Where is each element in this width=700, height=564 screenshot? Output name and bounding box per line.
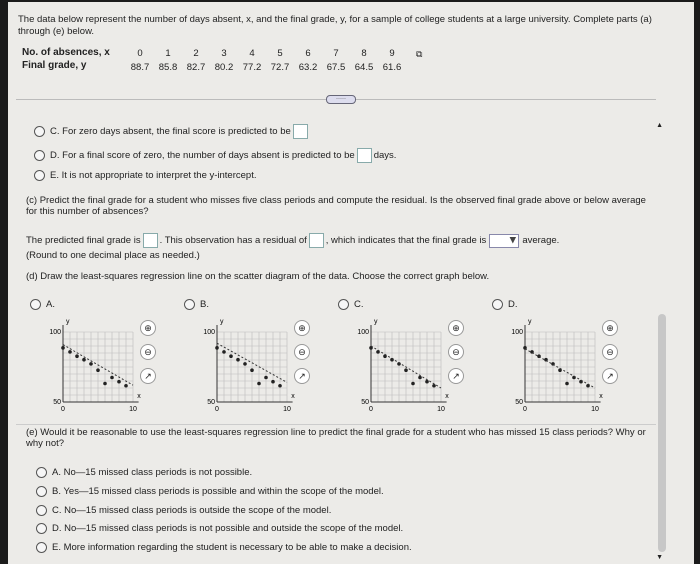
table-cell-x: 9 [389,48,395,59]
x-axis-label: x [137,392,141,400]
y-axis-label: y [66,318,70,326]
y-tick-label: 100 [203,329,215,336]
zoom-out-icon[interactable]: ⊖ [140,344,156,360]
above-below-dropdown[interactable] [489,234,519,248]
y-tick-label: 50 [53,399,61,406]
zoom-in-icon[interactable]: ⊕ [140,320,156,336]
data-point [264,376,268,380]
residual-box[interactable] [309,233,324,248]
y-tick-label: 50 [361,399,369,406]
radio-e[interactable] [34,170,45,181]
data-point [243,362,247,366]
table-y-label: Final grade, y [22,60,87,71]
graph-option-label: A. [46,299,55,310]
data-point [75,354,79,358]
y-tick-label: 50 [515,399,523,406]
table-x-label: No. of absences, x [22,47,110,58]
radio[interactable] [338,299,349,310]
popout-icon[interactable]: ↗ [602,368,618,384]
y-tick-label: 100 [511,329,523,336]
data-point [222,350,226,354]
option-d[interactable]: D. For a final score of zero, the number of days absent is predicted to be days. [34,148,396,163]
radio-c[interactable] [34,126,45,137]
table-cell-y: 72.7 [270,62,290,73]
x-tick-label: 10 [591,406,599,413]
radio[interactable] [492,299,503,310]
divider [16,424,656,425]
table-cell-y: 61.6 [382,62,402,73]
rounding-note: (Round to one decimal place as needed.) [26,250,200,261]
x-tick-label: 0 [523,406,527,413]
x-tick-label: 0 [61,406,65,413]
graph-option-label: C. [354,299,364,310]
table-y-row [126,62,406,73]
table-cell-x: 0 [137,48,143,59]
zoom-in-icon[interactable]: ⊕ [602,320,618,336]
x-tick-label: 10 [129,406,137,413]
table-cell-y: 67.5 [326,62,346,73]
radio[interactable] [36,467,47,478]
data-point [278,384,282,388]
e-option-b[interactable]: B. Yes—15 missed class periods is possible and within the scope of the model. [36,486,384,497]
table-cell-y: 63.2 [298,62,318,73]
popout-icon[interactable]: ↗ [140,368,156,384]
data-point [61,346,65,350]
data-point [257,382,261,386]
zoom-out-icon[interactable]: ⊖ [294,344,310,360]
predicted-grade-box[interactable] [143,233,158,248]
y-axis-label: y [220,318,224,326]
table-cell-x: 7 [333,48,339,59]
intro-text: The data below represent the number of days absent, x, and the final grade, y, for a sample of college students at a large university. Complete parts (a) through (e) below. [18,14,652,37]
option-e[interactable]: E. It is not appropriate to interpret the y-intercept. [34,170,256,181]
graph-option-b[interactable] [184,299,209,310]
table-cell-y: 80.2 [214,62,234,73]
part-e-question: (e) Would it be reasonable to use the least-squares regression line to predict the final grade for a student who has missed 15 class periods? Why or why not? [26,427,646,449]
scrollbar[interactable] [658,314,666,552]
radio[interactable] [184,299,195,310]
radio-d[interactable] [34,150,45,161]
e-option-c[interactable]: C. No—15 missed class periods is outside the scope of the model. [36,505,331,516]
x-tick-label: 0 [215,406,219,413]
data-point [82,358,86,362]
e-option-e[interactable]: E. More information regarding the student is necessary to be able to make a decision. [36,542,412,553]
data-point [425,380,429,384]
data-point [96,368,100,372]
scatter-plot [336,314,449,414]
copy-icon[interactable]: ⧉ [416,49,423,59]
graph-option-label: B. [200,299,209,310]
table-cell-x: 3 [221,48,227,59]
table-cell-y: 85.8 [158,62,178,73]
radio[interactable] [36,486,47,497]
zoom-out-icon[interactable]: ⊖ [602,344,618,360]
table-cell-x: 6 [305,48,311,59]
popout-icon[interactable]: ↗ [448,368,464,384]
radio[interactable] [36,505,47,516]
data-point [124,384,128,388]
data-point [117,380,121,384]
data-point [215,346,219,350]
data-point [404,368,408,372]
zoom-in-icon[interactable]: ⊕ [448,320,464,336]
data-point [432,384,436,388]
y-axis-label: y [528,318,532,326]
e-option-a[interactable]: A. No—15 missed class periods is not possible. [36,467,252,478]
table-cell-y: 77.2 [242,62,262,73]
radio[interactable] [36,523,47,534]
x-tick-label: 0 [369,406,373,413]
data-point [565,382,569,386]
y-axis-label: y [374,318,378,326]
table-cell-x: 4 [249,48,255,59]
table-cell-x: 5 [277,48,283,59]
data-point [271,380,275,384]
data-point [103,382,107,386]
x-tick-label: 10 [283,406,291,413]
y-tick-label: 100 [49,329,61,336]
graph-option-label: D. [508,299,518,310]
table-x-row [126,48,406,59]
zoom-out-icon[interactable]: ⊖ [448,344,464,360]
data-point [250,368,254,372]
data-point [89,362,93,366]
data-point [418,376,422,380]
part-d-question: (d) Draw the least-squares regression line on the scatter diagram of the data. Choose the correct graph below. [26,271,490,282]
x-axis-label: x [445,392,449,400]
scatter-plot [490,314,603,414]
graph-option-d[interactable] [492,299,518,310]
data-point [110,376,114,380]
popout-icon[interactable]: ↗ [294,368,310,384]
zoom-in-icon[interactable]: ⊕ [294,320,310,336]
x-axis-label: x [599,392,603,400]
x-tick-label: 10 [437,406,445,413]
data-point [68,350,72,354]
y-tick-label: 50 [207,399,215,406]
y-tick-label: 100 [357,329,369,336]
data-point [411,382,415,386]
days-answer-box[interactable] [357,148,372,163]
table-cell-y: 82.7 [186,62,206,73]
table-cell-y: 88.7 [130,62,150,73]
data-point [229,354,233,358]
option-c[interactable]: C. For zero days absent, the final score is predicted to be [34,124,310,139]
e-option-d[interactable]: D. No—15 missed class periods is not possible and outside the scope of the model. [36,523,403,534]
part-c-question: (c) Predict the final grade for a student who misses five class periods and compute the residual. Is the observed final grade above or below average for this number of absences? [26,195,646,217]
expand-button[interactable]: ····· [326,95,356,104]
table-cell-y: 64.5 [354,62,374,73]
question-panel [8,2,694,564]
scroll-down-icon[interactable]: ▼ [656,554,663,561]
scatter-plot [182,314,295,414]
part-c-answer-line: The predicted final grade is . This observation has a residual of , which indicates that the final grade is average. [26,235,560,246]
scatter-plot [28,314,141,414]
table-cell-x: 1 [165,48,171,59]
table-cell-x: 8 [361,48,367,59]
radio[interactable] [30,299,41,310]
scroll-up-icon[interactable]: ▲ [656,122,663,129]
radio[interactable] [36,542,47,553]
data-point [236,358,240,362]
table-cell-x: 2 [193,48,199,59]
graph-option-a[interactable] [30,299,55,310]
x-axis-label: x [291,392,295,400]
intercept-answer-box[interactable] [293,124,308,139]
graph-option-c[interactable] [338,299,364,310]
